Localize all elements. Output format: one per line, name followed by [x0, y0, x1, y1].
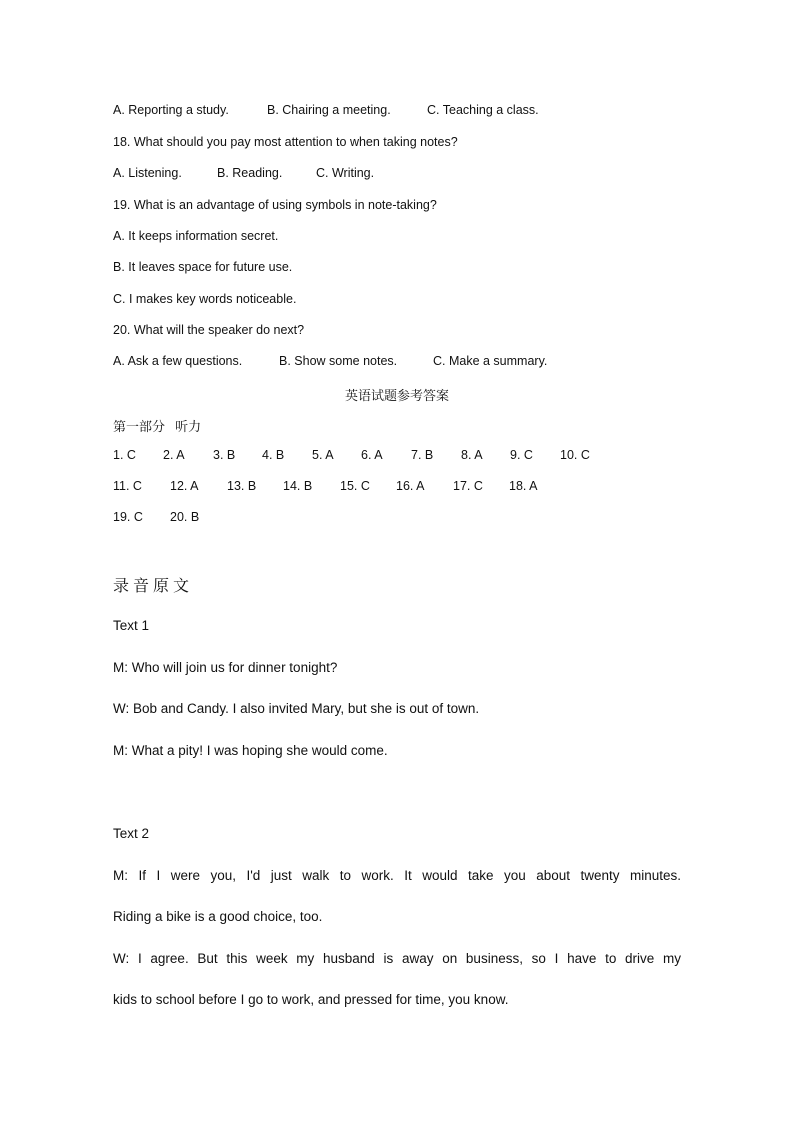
q19-question: 19. What is an advantage of using symbols in note-taking? [113, 198, 437, 212]
text1-line: W: Bob and Candy. I also invited Mary, but she is out of town. [113, 701, 480, 716]
answer-key-section: 第一部分 听力 [113, 420, 202, 435]
answer-item: 18. A [509, 479, 538, 493]
answer-item: 12. A [170, 479, 199, 493]
answer-item: 3. B [213, 448, 236, 462]
q18-option-c: C. Writing. [316, 166, 375, 180]
text2-line: kids to school before I go to work, and pressed for time, you know. [113, 992, 509, 1007]
answer-item: 5. A [312, 448, 334, 462]
answer-item: 14. B [283, 479, 313, 493]
q18-question: 18. What should you pay most attention to when taking notes? [113, 135, 458, 149]
text2-line: Riding a bike is a good choice, too. [113, 909, 323, 924]
q20-option-b: B. Show some notes. [279, 354, 398, 368]
answer-item: 16. A [396, 479, 425, 493]
q18-option-b: B. Reading. [217, 166, 283, 180]
q20-question: 20. What will the speaker do next? [113, 323, 305, 337]
answer-item: 7. B [411, 448, 434, 462]
answer-item: 4. B [262, 448, 285, 462]
q17-option-a: A. Reporting a study. [113, 103, 229, 117]
q20-option-c: C. Make a summary. [433, 354, 548, 368]
q18-option-a: A. Listening. [113, 166, 182, 180]
q19-option-a: A. It keeps information secret. [113, 229, 279, 243]
answer-item: 8. A [461, 448, 483, 462]
text1-line: M: What a pity! I was hoping she would come. [113, 743, 388, 758]
answer-item: 6. A [361, 448, 383, 462]
q17-option-c: C. Teaching a class. [427, 103, 539, 117]
answer-item: 15. C [340, 479, 370, 493]
answer-item: 20. B [170, 510, 200, 524]
text2-line: W: I agree. But this week my husband is away on business, so I have to drive my [113, 951, 681, 966]
transcript-heading: 录音原文 [113, 576, 194, 595]
answer-item: 19. C [113, 510, 143, 524]
q19-option-c: C. I makes key words noticeable. [113, 292, 297, 306]
answer-key-title: 英语试题参考答案 [344, 389, 449, 404]
text1-line: M: Who will join us for dinner tonight? [113, 660, 338, 675]
answer-item: 13. B [227, 479, 257, 493]
answer-item: 10. C [560, 448, 590, 462]
q17-option-b: B. Chairing a meeting. [267, 103, 391, 117]
answer-item: 9. C [510, 448, 533, 462]
text2-label: Text 2 [113, 826, 150, 841]
text2-line: M: If I were you, I'd just walk to work. It would take you about twenty minutes. [113, 868, 681, 883]
q20-option-a: A. Ask a few questions. [113, 354, 243, 368]
answer-item: 1. C [113, 448, 136, 462]
answer-item: 11. C [113, 479, 142, 493]
answer-item: 17. C [453, 479, 483, 493]
q19-option-b: B. It leaves space for future use. [113, 260, 293, 274]
text1-label: Text 1 [113, 618, 150, 633]
answer-item: 2. A [163, 448, 185, 462]
